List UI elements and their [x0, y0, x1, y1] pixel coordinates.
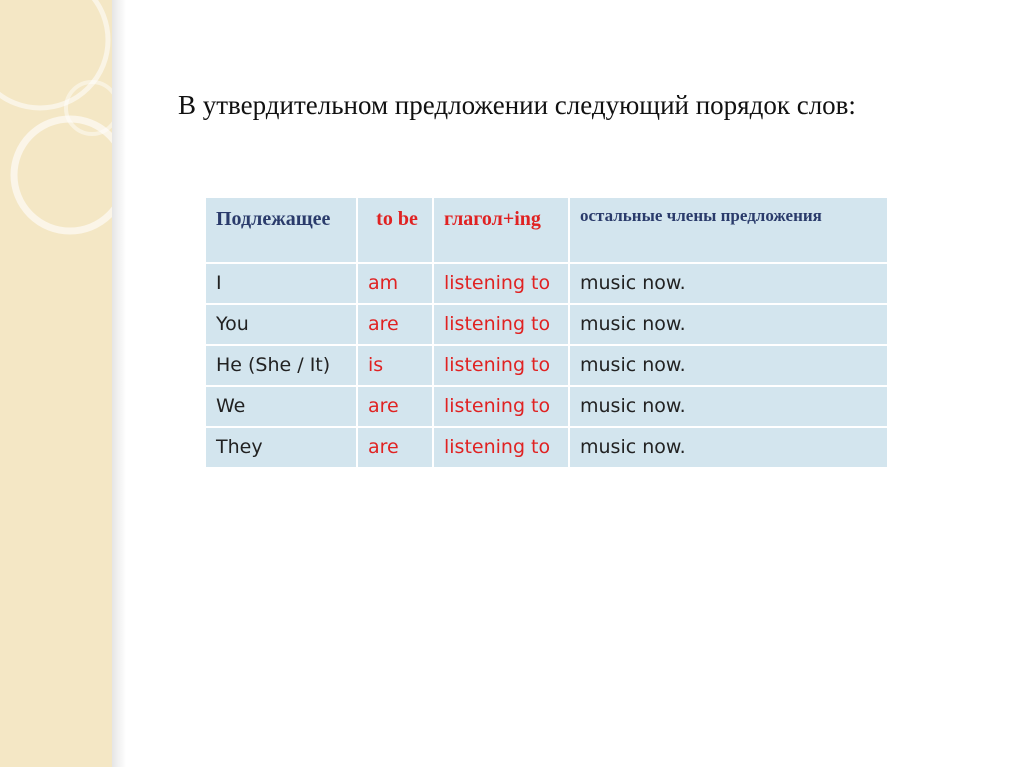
cell-subject: You: [206, 305, 356, 344]
decorative-side-strip: [0, 0, 112, 767]
cell-rest: music now.: [570, 264, 887, 303]
strip-shadow: [112, 0, 126, 767]
table-row: [206, 305, 887, 344]
cell-to-be: are: [358, 387, 432, 426]
cell-verb: listening to: [434, 264, 568, 303]
cell-verb: listening to: [434, 428, 568, 467]
table-header-row: [206, 198, 887, 262]
cell-subject: We: [206, 387, 356, 426]
decorative-circles: [0, 0, 112, 767]
cell-to-be: is: [358, 346, 432, 385]
cell-rest: music now.: [570, 305, 887, 344]
cell-subject: I: [206, 264, 356, 303]
header-to-be: to be: [358, 198, 432, 262]
cell-to-be: are: [358, 428, 432, 467]
cell-rest: music now.: [570, 346, 887, 385]
slide-heading: В утвердительном предложении следующий порядок слов:: [178, 90, 856, 120]
cell-verb: listening to: [434, 387, 568, 426]
cell-subject: He (She / It): [206, 346, 356, 385]
table-row: [206, 346, 887, 385]
cell-to-be: are: [358, 305, 432, 344]
cell-verb: listening to: [434, 346, 568, 385]
table-row: [206, 428, 887, 467]
cell-rest: music now.: [570, 387, 887, 426]
word-order-table: [204, 196, 889, 469]
header-subject: Подлежащее: [206, 198, 356, 262]
header-other-members: остальные члены предложения: [570, 198, 887, 262]
table-row: [206, 387, 887, 426]
cell-subject: They: [206, 428, 356, 467]
cell-to-be: am: [358, 264, 432, 303]
cell-verb: listening to: [434, 305, 568, 344]
header-verb-ing: глагол+ing: [434, 198, 568, 262]
table-row: [206, 264, 887, 303]
cell-rest: music now.: [570, 428, 887, 467]
